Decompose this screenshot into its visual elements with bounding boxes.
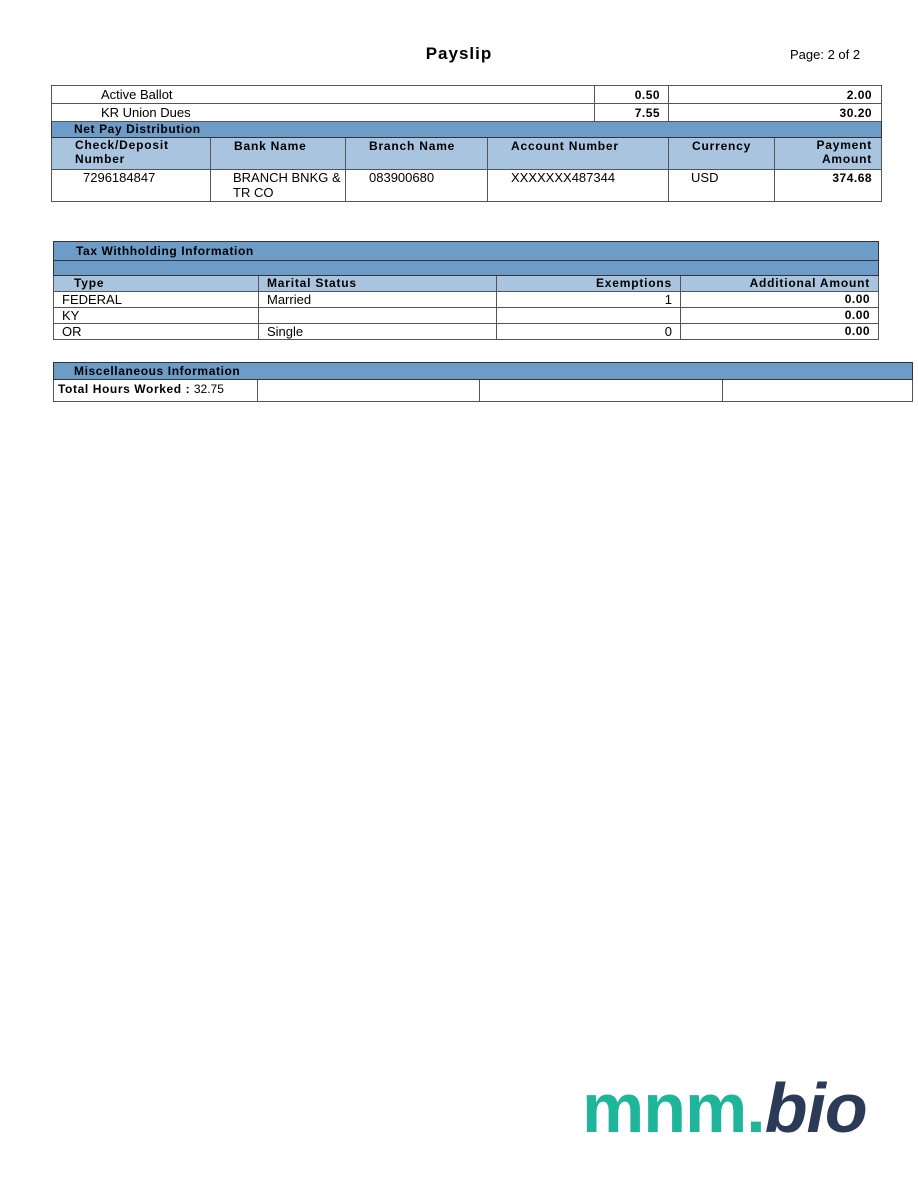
marital-status xyxy=(259,308,497,324)
hours-value: 32.75 xyxy=(193,382,224,396)
additional-amount: 0.00 xyxy=(681,308,879,324)
marital-status: Single xyxy=(259,324,497,340)
empty-cell xyxy=(480,380,723,402)
empty-cell xyxy=(258,380,480,402)
column-header: Currency xyxy=(669,138,775,170)
exemptions: 0 xyxy=(497,324,681,340)
section-title-misc: Miscellaneous Information xyxy=(54,363,913,380)
additional-amount: 0.00 xyxy=(681,324,879,340)
tax-type: FEDERAL xyxy=(54,292,259,308)
deduction-ytd: 2.00 xyxy=(669,86,882,104)
column-header: Check/Deposit Number xyxy=(52,138,211,170)
deduction-current: 7.55 xyxy=(595,104,669,122)
table-row xyxy=(52,170,882,202)
deduction-ytd: 30.20 xyxy=(669,104,882,122)
table-row xyxy=(54,380,913,402)
table-row xyxy=(54,324,879,340)
column-header: Payment Amount xyxy=(775,138,882,170)
deduction-row xyxy=(52,86,882,104)
tax-type: KY xyxy=(54,308,259,324)
deduction-label: KR Union Dues xyxy=(52,104,595,122)
tax-withholding-table xyxy=(53,241,879,340)
deduction-label: Active Ballot xyxy=(52,86,595,104)
table-row xyxy=(54,308,879,324)
payment-amount: 374.68 xyxy=(775,170,882,202)
tax-type: OR xyxy=(54,324,259,340)
column-header: Account Number xyxy=(488,138,669,170)
exemptions xyxy=(497,308,681,324)
column-header: Type xyxy=(54,276,259,292)
column-header: Branch Name xyxy=(346,138,488,170)
empty-cell xyxy=(723,380,913,402)
column-header: Exemptions xyxy=(497,276,681,292)
account-number: XXXXXXX487344 xyxy=(488,170,669,202)
section-title-tax: Tax Withholding Information xyxy=(54,242,879,261)
column-header: Additional Amount xyxy=(681,276,879,292)
column-header: Marital Status xyxy=(259,276,497,292)
page-title: Payslip xyxy=(425,44,493,63)
deduction-current: 0.50 xyxy=(595,86,669,104)
section-spacer xyxy=(54,261,879,276)
misc-info-table xyxy=(53,362,913,402)
currency: USD xyxy=(669,170,775,202)
exemptions: 1 xyxy=(497,292,681,308)
net-pay-table xyxy=(51,85,882,202)
table-row xyxy=(54,292,879,308)
section-title-net-pay: Net Pay Distribution xyxy=(52,122,882,138)
additional-amount: 0.00 xyxy=(681,292,879,308)
bank-name: BRANCH BNKG & TR CO xyxy=(211,170,346,202)
check-number: 7296184847 xyxy=(52,170,211,202)
page-number: Page: 2 of 2 xyxy=(790,47,861,62)
marital-status: Married xyxy=(259,292,497,308)
brand-logo: mnm.bio xyxy=(582,1069,867,1147)
column-header: Bank Name xyxy=(211,138,346,170)
branch-name: 083900680 xyxy=(346,170,488,202)
deduction-row xyxy=(52,104,882,122)
hours-label: Total Hours Worked : xyxy=(58,382,191,396)
